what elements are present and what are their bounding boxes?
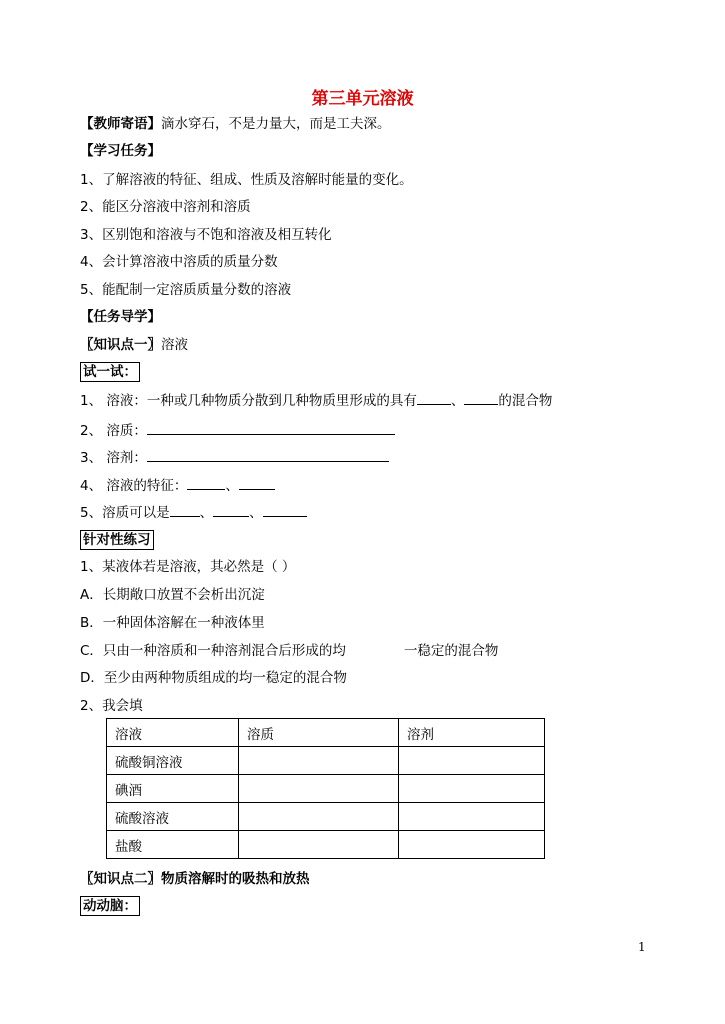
knowledge-point-1-label: 〖知识点一〗: [80, 337, 161, 353]
blank[interactable]: [263, 502, 307, 517]
table-cell-solvent[interactable]: [399, 831, 545, 859]
table-row: [107, 747, 545, 775]
try-label: 试一试：: [80, 362, 140, 382]
try-question-4: [80, 475, 275, 496]
try-q2-label: 2、 溶质：: [80, 423, 147, 439]
brain-label-row: [80, 896, 140, 916]
option-d: D．至少由两种物质组成的均一稳定的混合物: [80, 670, 347, 686]
task-item-3: 3、区别饱和溶液与不饱和溶液及相互转化: [80, 227, 332, 243]
separator: 、: [249, 505, 263, 521]
teacher-message-label: 【教师寄语】: [80, 116, 161, 132]
practice-label-row: [80, 530, 154, 550]
table-row: [107, 803, 545, 831]
practice-label: 针对性练习: [80, 530, 154, 550]
option-c: [80, 641, 498, 661]
blank[interactable]: [213, 502, 249, 517]
try-question-2: [80, 420, 395, 441]
try-question-3: [80, 447, 389, 468]
brain-label: 动动脑：: [80, 896, 140, 916]
table-cell-solute[interactable]: [239, 803, 399, 831]
table-cell-solution: 盐酸: [107, 831, 239, 859]
table-header-cell: 溶液: [107, 719, 239, 747]
table-cell-solute[interactable]: [239, 747, 399, 775]
practice-question-2: 2、我会填: [80, 698, 143, 714]
try-q1-suffix: 的混合物: [498, 393, 553, 409]
guide-heading: 【任务导学】: [80, 309, 161, 325]
try-q5-label: 5、溶质可以是: [80, 505, 170, 521]
knowledge-point-2-text: 物质溶解时的吸热和放热: [161, 871, 310, 887]
separator: 、: [450, 393, 465, 409]
table-cell-solution: 碘酒: [107, 775, 239, 803]
knowledge-point-1: [80, 335, 188, 355]
table-cell-solution: 硫酸铜溶液: [107, 747, 239, 775]
knowledge-point-1-text: 溶液: [161, 337, 188, 353]
option-b: B．一种固体溶解在一种液体里: [80, 615, 265, 631]
blank[interactable]: [187, 475, 225, 490]
practice-question-1: 1、某液体若是溶液，其必然是（ ）: [80, 559, 296, 575]
blank[interactable]: [417, 390, 451, 405]
task-item-2: 2、能区分溶液中溶剂和溶质: [80, 199, 251, 215]
try-q1-prefix: 1、 溶液：一种或几种物质分散到几种物质里形成的具有: [80, 393, 417, 409]
task-item-4: 4、会计算溶液中溶质的质量分数: [80, 254, 278, 270]
solution-table: [106, 718, 545, 859]
table-header-cell: 溶质: [239, 719, 399, 747]
page-title: 第三单元溶液: [311, 89, 414, 109]
table-cell-solute[interactable]: [239, 831, 399, 859]
separator: 、: [225, 478, 239, 494]
teacher-message: [80, 114, 391, 134]
page-number: 1: [638, 940, 646, 954]
table-cell-solvent[interactable]: [399, 775, 545, 803]
table-header-row: [107, 719, 545, 747]
task-item-1: 1、了解溶液的特征、组成、性质及溶解时能量的变化。: [80, 172, 413, 188]
blank[interactable]: [170, 502, 200, 517]
try-q3-label: 3、 溶剂：: [80, 450, 147, 466]
task-item-5: 5、能配制一定溶质质量分数的溶液: [80, 282, 292, 298]
table-row: [107, 775, 545, 803]
try-question-5: [80, 502, 307, 523]
blank[interactable]: [147, 447, 389, 462]
try-label-row: [80, 362, 140, 382]
option-c-text: C．只由一种溶质和一种溶剂混合后形成的均: [80, 643, 346, 659]
try-q4-label: 4、 溶液的特征：: [80, 478, 188, 494]
blank[interactable]: [239, 475, 275, 490]
table-header-cell: 溶剂: [399, 719, 545, 747]
option-a: A．长期敞口放置不会析出沉淀: [80, 587, 265, 603]
table-cell-solute[interactable]: [239, 775, 399, 803]
table-row: [107, 831, 545, 859]
knowledge-point-2: [80, 869, 310, 889]
blank[interactable]: [147, 420, 395, 435]
table-cell-solvent[interactable]: [399, 747, 545, 775]
teacher-message-text: 滴水穿石，不是力量大，而是工夫深。: [161, 116, 391, 132]
knowledge-point-2-label: 〖知识点二〗: [80, 871, 161, 887]
try-question-1: [80, 390, 552, 411]
tasks-heading: 【学习任务】: [80, 143, 161, 159]
blank[interactable]: [464, 390, 498, 405]
table-cell-solvent[interactable]: [399, 803, 545, 831]
table-cell-solution: 硫酸溶液: [107, 803, 239, 831]
separator: 、: [199, 505, 214, 521]
option-c-tail: 一稳定的混合物: [403, 643, 499, 659]
